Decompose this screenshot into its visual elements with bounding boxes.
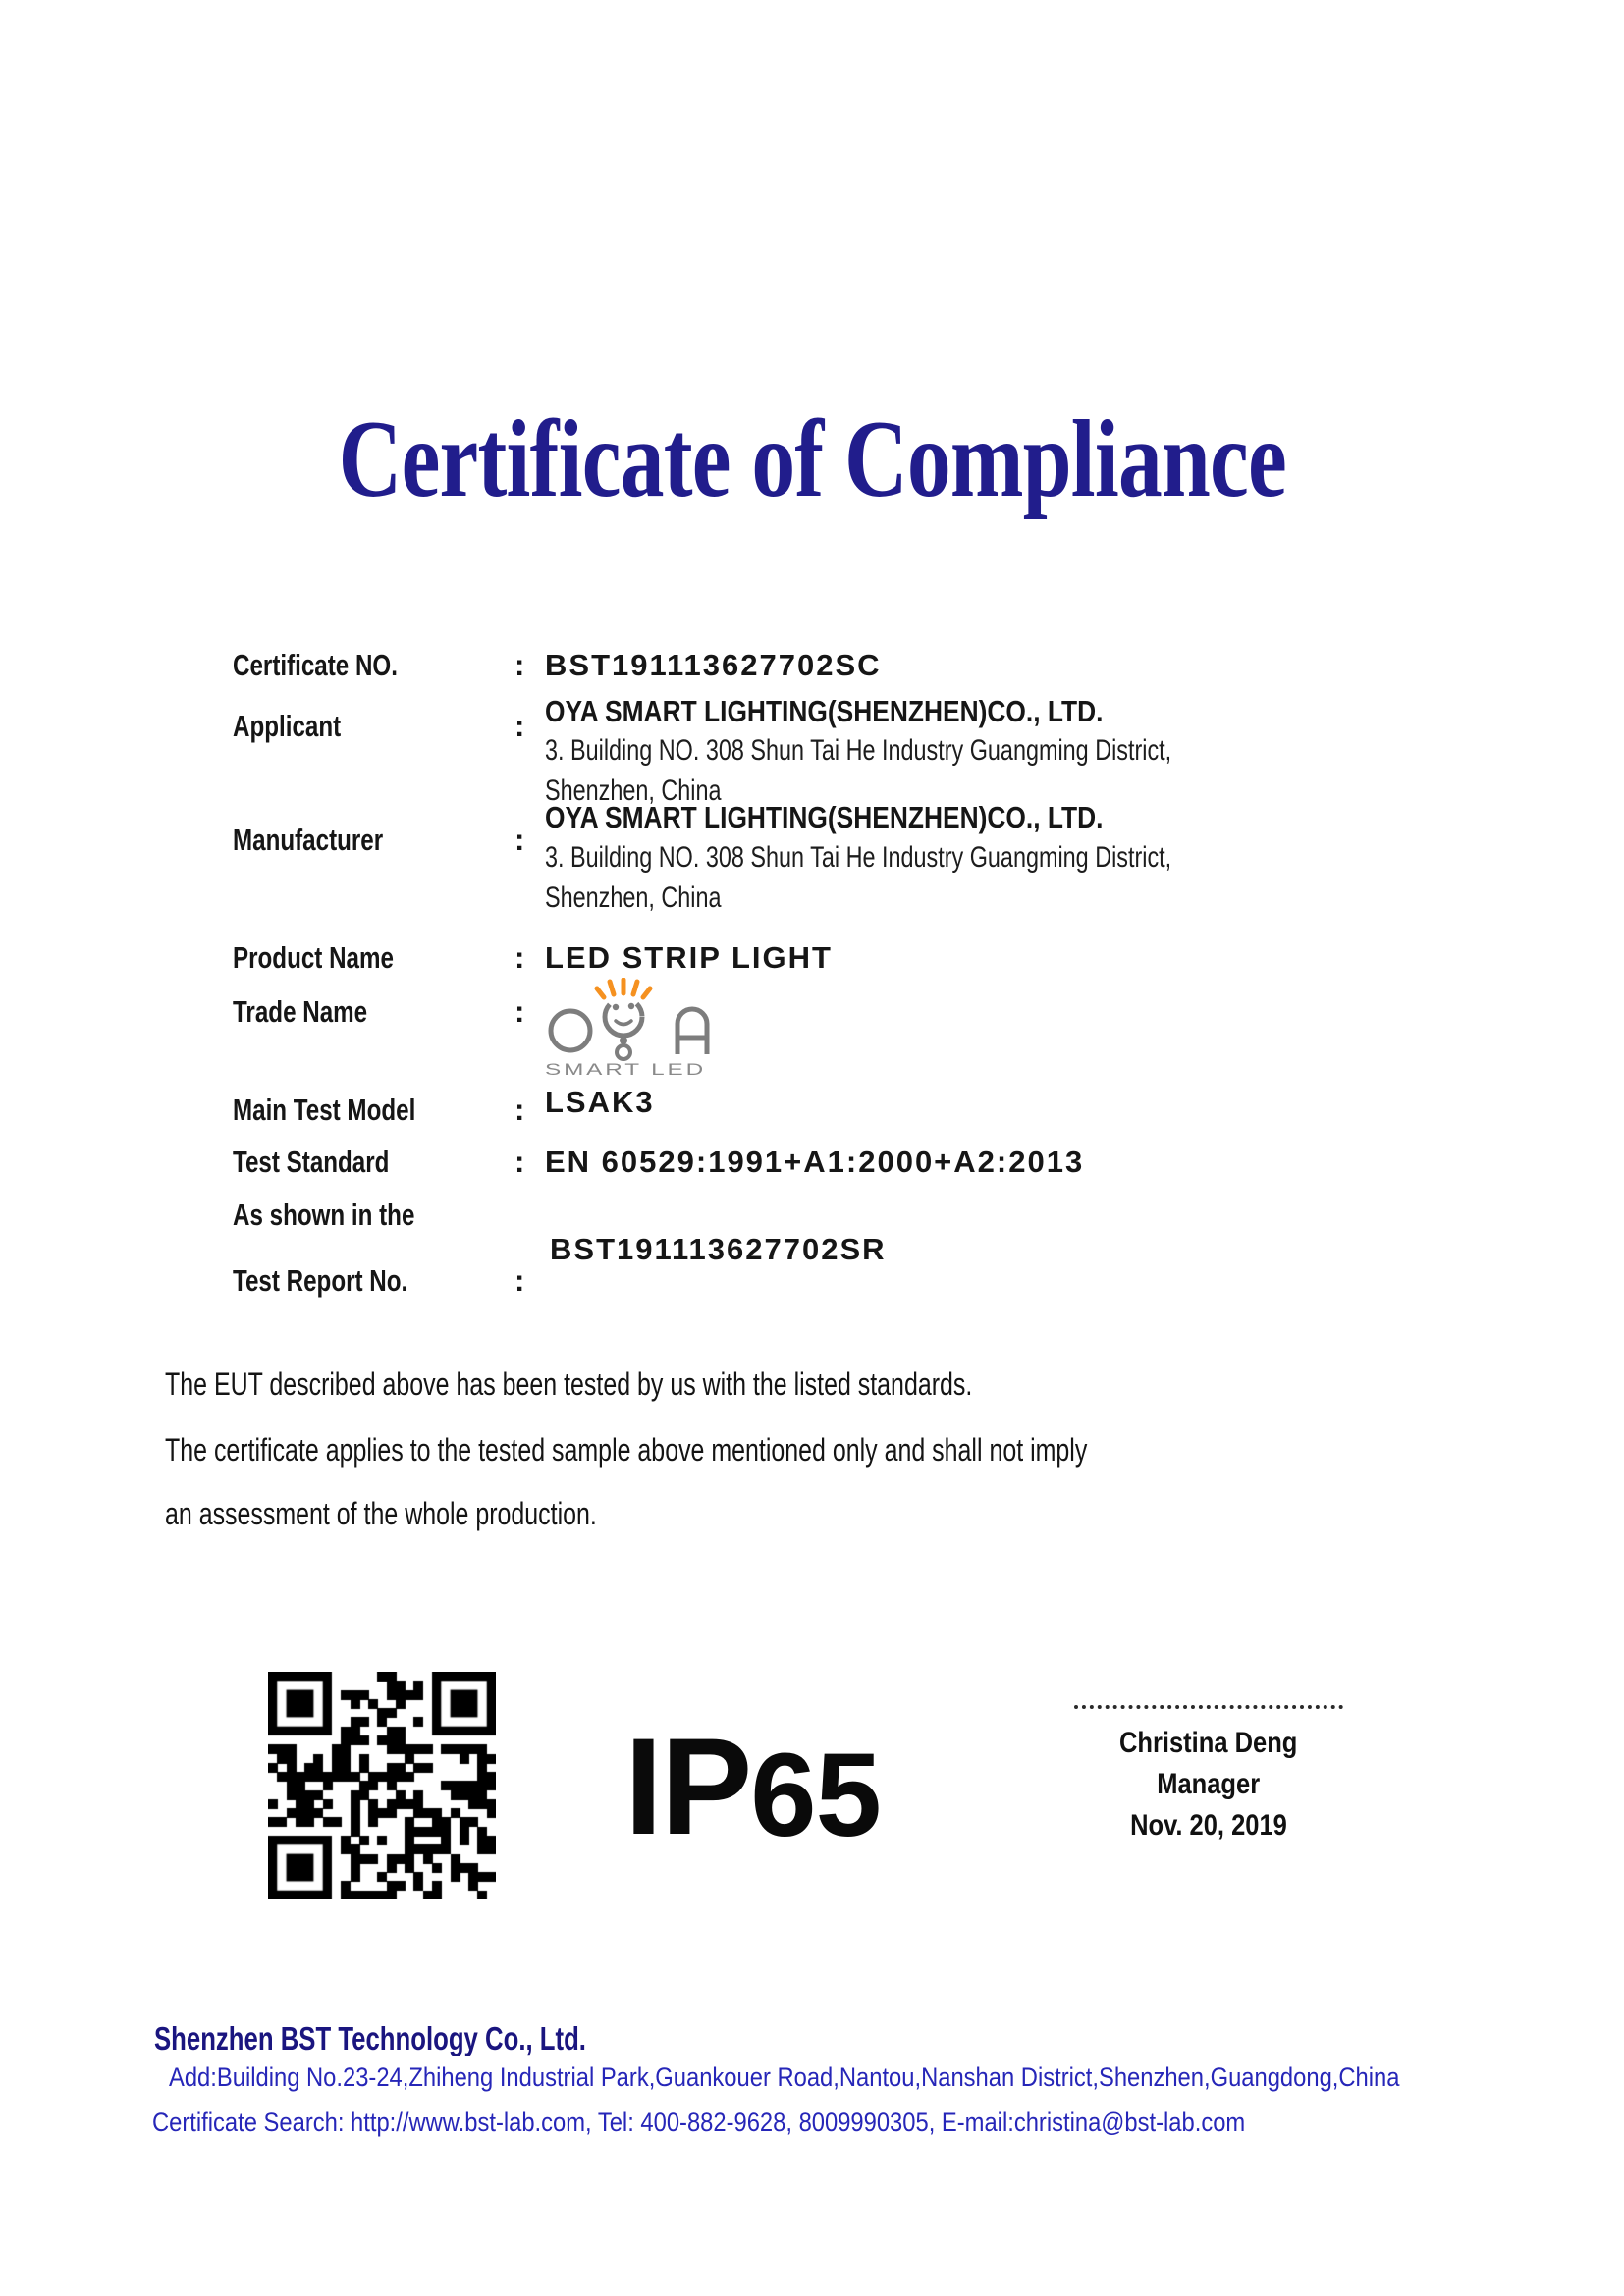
field-colon: : — [514, 823, 525, 857]
applicant-company: OYA SMART LIGHTING(SHENZHEN)CO., LTD. — [545, 694, 1104, 728]
signature-title: Manager — [1157, 1768, 1261, 1800]
field-value-test-report: BST191113627702SR — [550, 1232, 887, 1266]
logo-face-outline — [605, 998, 642, 1036]
field-label-test-standard: Test Standard — [233, 1145, 390, 1179]
ip-rating-prefix: IP — [624, 1709, 751, 1863]
field-label-test-report-line1: As shown in the — [233, 1198, 415, 1232]
field-label-product-name: Product Name — [233, 940, 394, 975]
applicant-address-line1: 3. Building NO. 308 Shun Tai He Industry Guangming District, — [545, 734, 1172, 767]
footer-company-name: Shenzhen BST Technology Co., Ltd. — [154, 2020, 586, 2056]
field-value-main-test-model: LSAK3 — [545, 1085, 655, 1119]
signature-block — [1044, 1705, 1374, 1842]
logo-rays-icon — [597, 980, 650, 997]
footer-contact: Certificate Search: http://www.bst-lab.com, Tel: 400-882-9628, 8009990305, E-mail:christina@bst-lab.com — [152, 2108, 1246, 2137]
oya-logo-graphic — [541, 978, 710, 1080]
logo-letter-a — [677, 1009, 707, 1054]
field-value-test-standard: EN 60529:1991+A1:2000+A2:2013 — [545, 1145, 1085, 1179]
field-colon: : — [514, 1145, 525, 1179]
logo-face-eye — [613, 1004, 619, 1010]
footer-address: Add:Building No.23-24,Zhiheng Industrial Park,Guankouer Road,Nantou,Nanshan District,Shenzhen,Guangdong,China — [169, 2062, 1400, 2092]
field-label-certificate-no: Certificate NO. — [233, 648, 398, 682]
field-colon: : — [514, 994, 525, 1029]
manufacturer-address-line1: 3. Building NO. 308 Shun Tai He Industry Guangming District, — [545, 841, 1172, 874]
ip-rating — [624, 1709, 881, 1863]
signature-name: Christina Deng — [1119, 1727, 1298, 1759]
logo-face-eye — [628, 1003, 634, 1009]
field-label-applicant: Applicant — [233, 709, 342, 743]
field-value-product-name: LED STRIP LIGHT — [545, 940, 833, 975]
statement-line2: The certificate applies to the tested sample above mentioned only and shall not imply — [165, 1432, 1088, 1468]
statement-line1: The EUT described above has been tested by us with the listed standards. — [165, 1366, 973, 1402]
ip-rating-number: 65 — [750, 1728, 881, 1861]
field-value-certificate-no: BST191113627702SC — [545, 648, 882, 682]
field-label-test-report-line2: Test Report No. — [233, 1263, 408, 1298]
signature-dotted-line — [1074, 1705, 1343, 1709]
field-label-manufacturer: Manufacturer — [233, 823, 384, 857]
field-colon: : — [514, 709, 525, 743]
field-colon: : — [514, 648, 525, 682]
field-colon: : — [514, 1263, 525, 1298]
manufacturer-company: OYA SMART LIGHTING(SHENZHEN)CO., LTD. — [545, 800, 1104, 834]
qr-code — [268, 1672, 496, 1899]
field-colon: : — [514, 1093, 525, 1127]
oya-smart-led-logo — [541, 978, 710, 1084]
field-colon: : — [514, 940, 525, 975]
manufacturer-address-line2: Shenzhen, China — [545, 881, 722, 914]
applicant-address-line2: Shenzhen, China — [545, 774, 722, 807]
logo-face-smile — [616, 1021, 631, 1025]
page-title: Certificate of Compliance — [338, 399, 1286, 520]
signature-date: Nov. 20, 2019 — [1130, 1809, 1287, 1842]
logo-tagline: SMART LED — [545, 1060, 706, 1079]
logo-small-ring — [617, 1045, 630, 1059]
field-label-trade-name: Trade Name — [233, 994, 368, 1029]
logo-letter-o — [551, 1011, 590, 1050]
field-label-main-test-model: Main Test Model — [233, 1093, 416, 1127]
logo-dot — [620, 1037, 627, 1044]
statement-line3: an assessment of the whole production. — [165, 1496, 597, 1531]
